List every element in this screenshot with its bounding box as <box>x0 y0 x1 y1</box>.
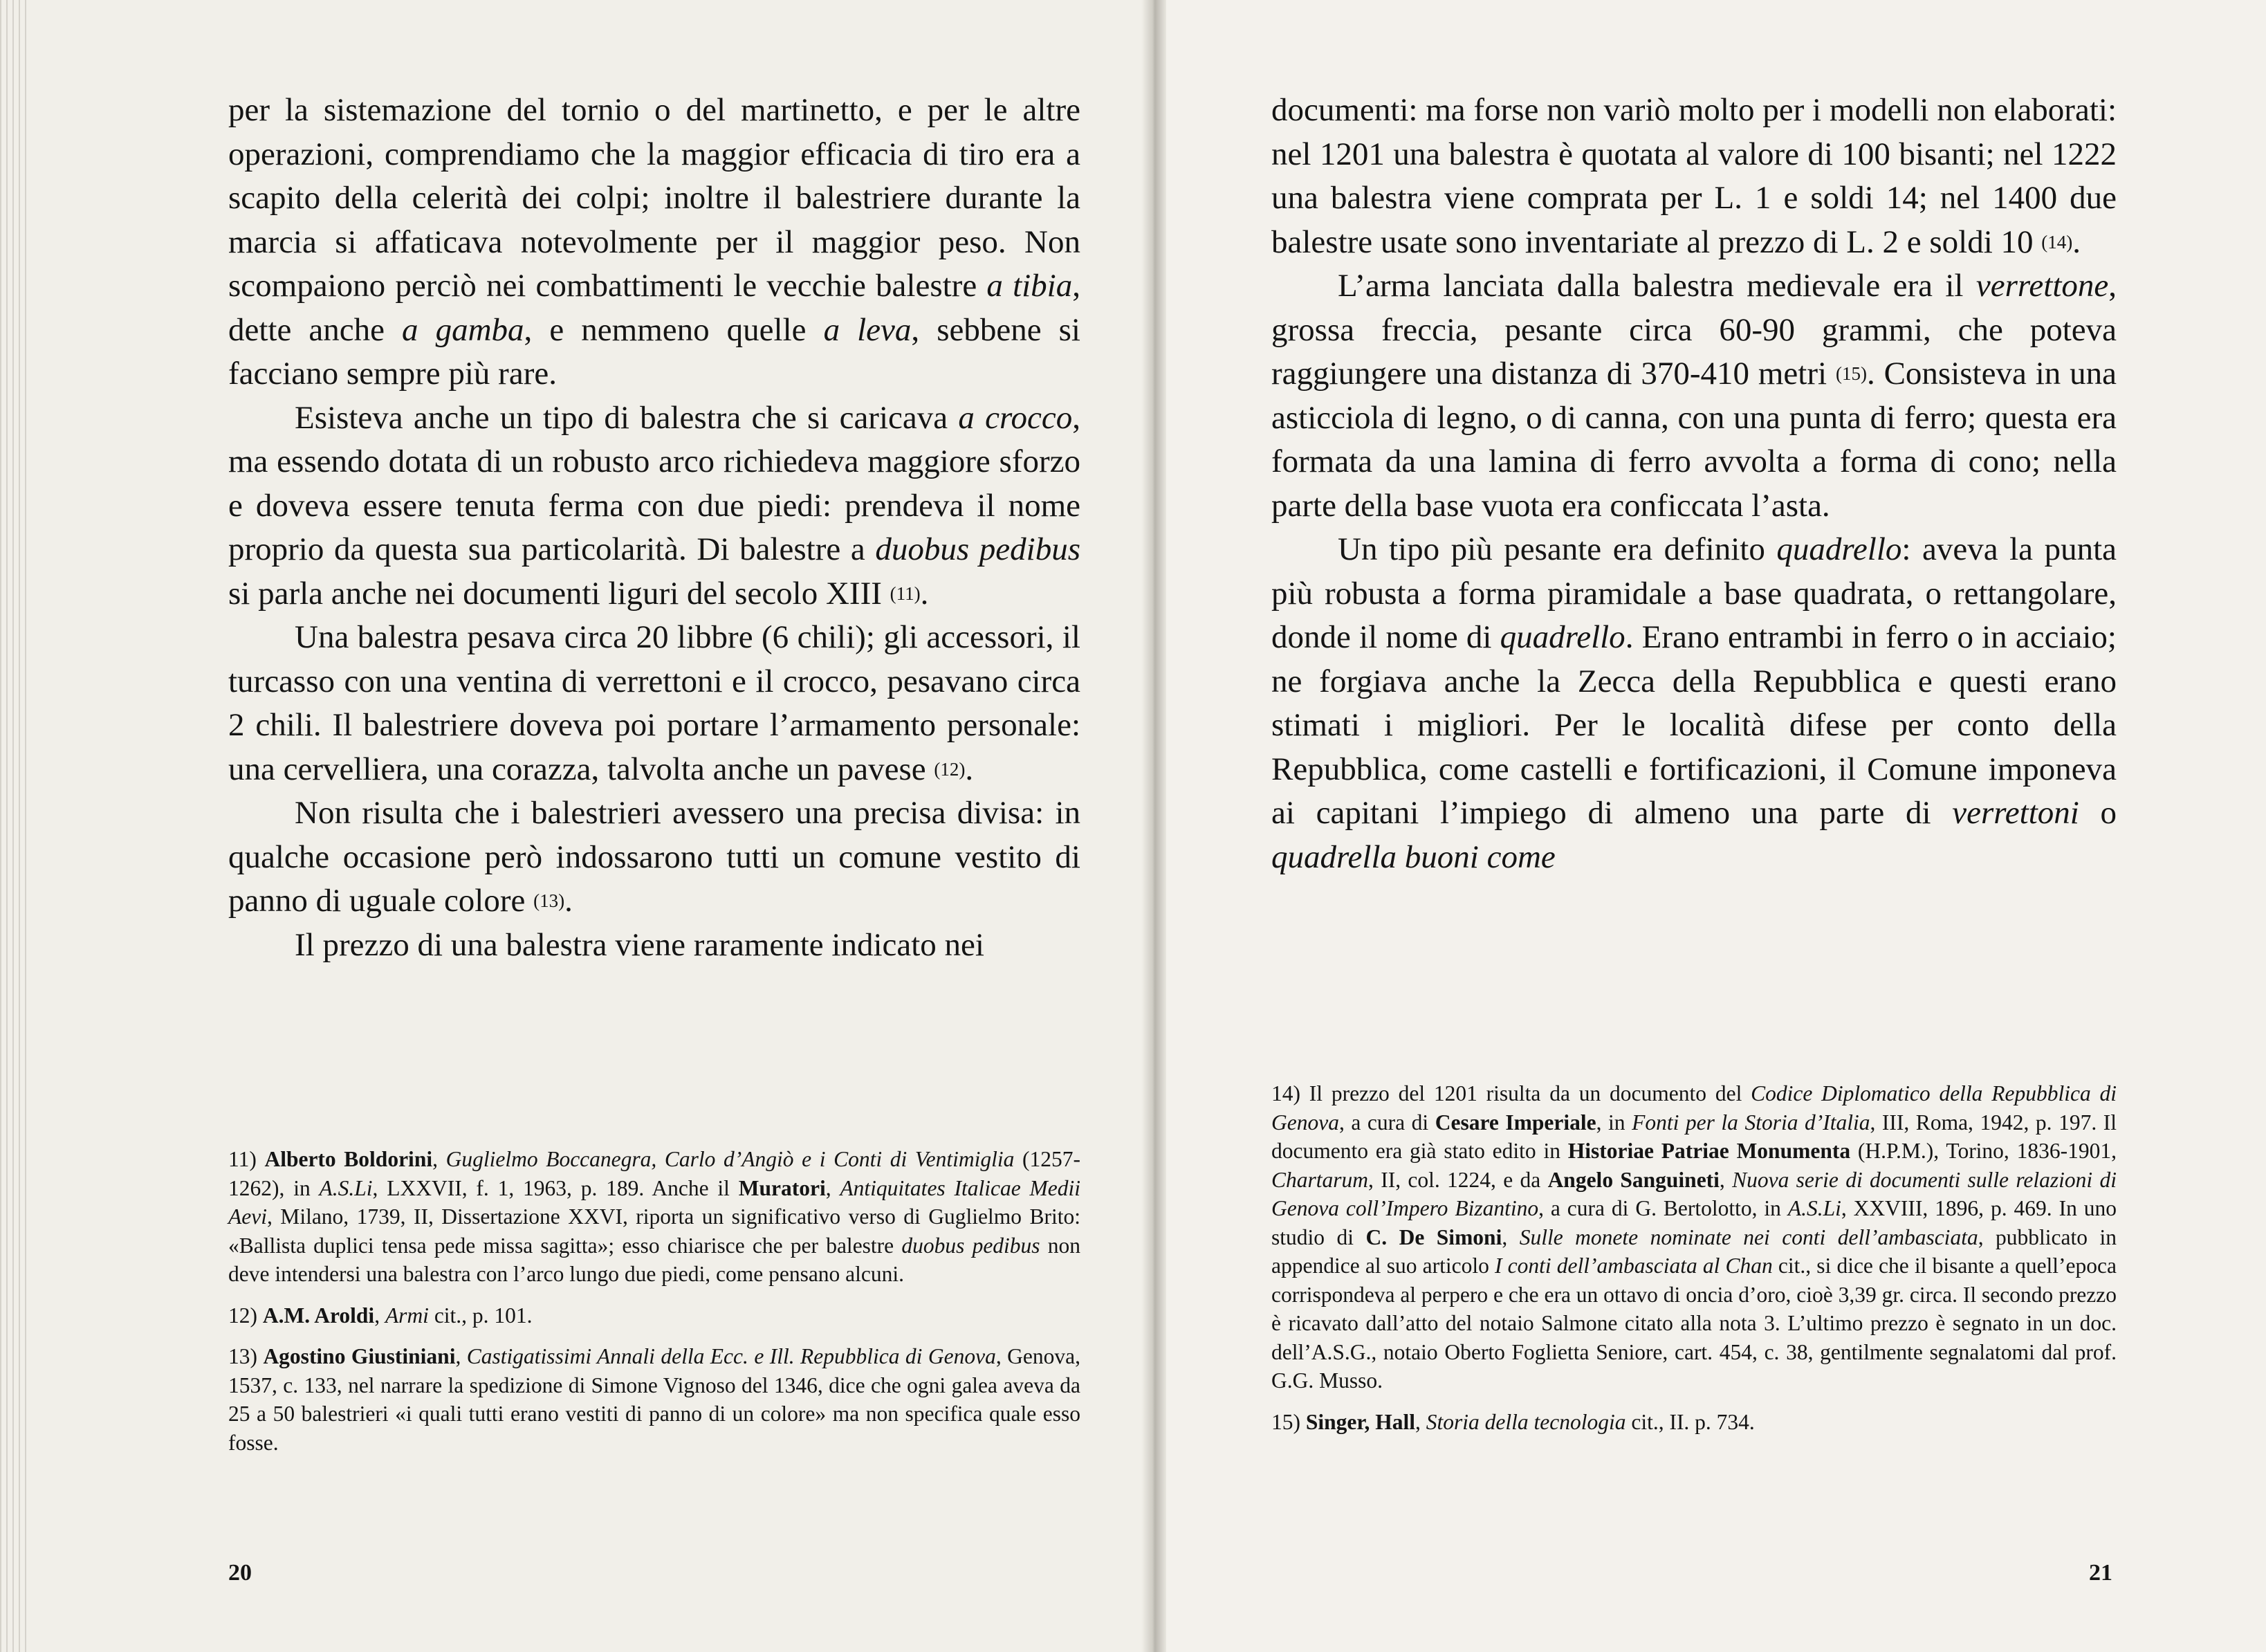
italic-text: Storia della tecnologia <box>1426 1409 1626 1434</box>
italic-text: Castigatissimi Annali della Ecc. e Ill. Repubblica di Genova <box>466 1344 996 1368</box>
italic-text: a leva <box>823 311 912 348</box>
text-run: , e nemmeno quelle <box>524 311 824 348</box>
text-run: , ma essendo dotata di un robusto arco richiedeva maggiore sforzo e doveva essere tenuta ferma con due piedi: prendeva il nome proprio da questa sua particolarità. Di balestre a <box>228 399 1080 567</box>
italic-text: I conti dell’ambasciata al Chan <box>1494 1254 1773 1278</box>
italic-text: duobus pedibus <box>901 1233 1040 1258</box>
bold-text: Historiae Patriae Monumenta <box>1567 1139 1851 1163</box>
bold-text: Alberto Boldorini <box>264 1147 433 1171</box>
text-run: , sebbene si facciano sempre più rare. <box>228 311 1080 392</box>
italic-text: duobus pedibus <box>875 531 1080 567</box>
text-run: , pubblicato in appendice al suo articolo <box>1271 1224 2117 1278</box>
text-run: cit., si dice che il bisante a quell’epoca corrispondeva al perpero e che era un ottavo di oncia d’oro, cioè 3,39 gr. circa. Il secondo prezzo è ricavato dall’atto del notaio Salmone citato alla nota 3. L’ultimo prezzo è segnato in un doc. dell’A.S.G., notaio Oberto Foglietta Seniore, cart. 454, c. 38, gentilmente segnalatomi dal prof. G.G. Musso. <box>1271 1254 2117 1393</box>
text-run: o <box>2079 795 2117 831</box>
text-run: L’arma lanciata dalla balestra medievale era il <box>1338 268 1976 304</box>
text-run: per la sistemazione del tornio o del martinetto, e per le altre operazioni, comprendiamo che la maggior efficacia di tiro era a scapito della celerità dei colpi; inoltre il balestriere durante la marcia si affaticava notevolmente per il maggior peso. Non scompaiono perciò nei combattimenti le vecchie balestre <box>228 92 1080 304</box>
bold-text: C. De Simoni <box>1365 1224 1502 1249</box>
text-run: . <box>965 751 974 787</box>
footnote-ref: (15) <box>1835 363 1867 384</box>
text-run: . Consisteva in una asticciola di legno, o di canna, con una punta di ferro; questa era formata da una lamina di ferro avvolta a forma di cono; nella parte della base vuota era conficcata l’asta. <box>1271 356 2117 524</box>
italic-text: a crocco <box>958 399 1073 436</box>
footnote-ref: (12) <box>934 758 966 780</box>
text-run: , <box>825 1175 840 1200</box>
text-run: , <box>1719 1167 1733 1192</box>
right-body-text <box>1271 89 2117 879</box>
italic-text: Antiquitates Italicae Medii Aevi <box>228 1175 1081 1229</box>
text-run: Un tipo più pesante era definito <box>1338 531 1777 567</box>
text-run: , grossa freccia, pesante circa 60-90 grammi, che poteva raggiungere una distanza di 370-410 metri <box>1271 268 2117 392</box>
text-run: , <box>374 1303 385 1328</box>
text-run: . <box>564 883 573 919</box>
italic-text: verrettone <box>1975 268 2109 304</box>
page-number-right: 21 <box>2089 1560 2112 1586</box>
footnote-ref: (13) <box>533 890 565 911</box>
book-gutter <box>1141 0 1166 1652</box>
text-run: . Erano entrambi in ferro o in acciaio; ne forgiava anche la Zecca della Repubblica e questi erano stimati i migliori. Per le località difese per conto della Repubblica, come castelli e fortificazioni, il Comune imponeva ai capitani l’impiego di almeno una parte di <box>1271 619 2117 831</box>
text-run: , LXXVII, f. 1, 1963, p. 189. Anche il <box>372 1175 739 1200</box>
italic-text: Nuova serie di documenti sulle relazioni di Genova coll’Impero Bizantino <box>1271 1167 2117 1220</box>
text-run: Esisteva anche un tipo di balestra che si caricava <box>295 399 959 436</box>
text-run: 14) Il prezzo del 1201 risulta da un documento del <box>1271 1081 1751 1105</box>
text-run: Non risulta che i balestrieri avessero una precisa divisa: in qualche occasione però indossarono tutti un comune vestito di panno di uguale colore <box>228 795 1080 919</box>
text-run: , <box>432 1147 446 1171</box>
text-run: Il prezzo di una balestra viene raramente indicato nei <box>295 926 984 963</box>
italic-text: Fonti per la Storia d’Italia <box>1632 1110 1870 1135</box>
bold-text: Singer, Hall <box>1305 1409 1415 1434</box>
body-paragraph <box>228 616 1080 791</box>
text-run: , Milano, 1739, II, Dissertazione XXVI, riporta un significativo verso di Guglielmo Brito: «Ballista duplici tensa pede missa sagitta»; esso chiarisce che per balestre <box>228 1204 1080 1258</box>
text-run: , <box>455 1344 467 1368</box>
body-paragraph <box>228 396 1080 616</box>
body-paragraph <box>1271 528 2117 879</box>
italic-text: Codice Diplomatico della Repubblica di Genova <box>1271 1081 2117 1135</box>
page-stack-edge <box>0 0 28 1652</box>
text-run: , Genova, 1537, c. 133, nel narrare la spedizione di Simone Vignoso del 1346, dice che ogni galea aveva da 25 a 50 balestrieri «i quali tutti erano vestiti di panno di un colore» ma non specifica quale esso fosse. <box>228 1344 1080 1455</box>
italic-text: quadrello <box>1776 531 1902 567</box>
footnote-ref: (14) <box>2041 231 2073 253</box>
page-number-left: 20 <box>228 1560 252 1586</box>
italic-text: verrettoni <box>1952 795 2079 831</box>
text-run: documenti: ma forse non variò molto per i modelli non elaborati: nel 1201 una balestra è quotata al valore di 100 bisanti; nel 1222 una balestra viene comprata per L. 1 e soldi 14; nel 1400 due balestre usate sono inventariate al prezzo di L. 2 e soldi 10 <box>1271 92 2117 260</box>
footnote <box>1271 1408 2117 1437</box>
text-run: 13) <box>228 1344 264 1368</box>
text-run: si parla anche nei documenti liguri del secolo XIII <box>228 575 890 612</box>
text-run: cit., p. 101. <box>428 1303 533 1328</box>
footnote <box>228 1342 1080 1457</box>
footnote <box>1271 1079 2117 1395</box>
text-run: , III, Roma, 1942, p. 197. Il documento era già stato edito in <box>1271 1110 2117 1163</box>
italic-text: quadrello <box>1500 619 1625 655</box>
body-paragraph <box>228 924 1080 968</box>
footnote-ref: (11) <box>890 582 921 604</box>
italic-text: Armi <box>385 1303 429 1328</box>
left-body-text <box>228 89 1080 967</box>
body-paragraph <box>228 89 1080 396</box>
text-run: . <box>2072 223 2081 260</box>
italic-text: A.S.Li <box>1787 1196 1841 1220</box>
bold-text: Agostino Giustiniani <box>263 1344 456 1368</box>
text-run: , a cura di G. Bertolotto, in <box>1538 1196 1788 1220</box>
body-paragraph <box>1271 89 2117 264</box>
footnote <box>228 1145 1080 1289</box>
text-run: , <box>1415 1409 1426 1434</box>
italic-text: a tibia <box>986 268 1073 304</box>
italic-text: Chartarum <box>1271 1167 1369 1192</box>
text-run: 11) <box>228 1147 265 1171</box>
text-run: , XXVIII, 1896, p. 469. In uno studio di <box>1271 1196 2117 1249</box>
text-run: 12) <box>228 1303 263 1328</box>
right-footnotes <box>1271 1079 2117 1449</box>
text-run: Una balestra pesava circa 20 libbre (6 chili); gli accessori, il turcasso con una ventina di verrettoni e il crocco, pesavano circa 2 chili. Il balestriere doveva poi portare l’armamento personale: una cervelliera, una corazza, talvolta anche un pavese <box>228 619 1080 787</box>
text-run: . <box>920 575 929 612</box>
italic-text: A.S.Li <box>319 1175 373 1200</box>
body-paragraph <box>228 791 1080 924</box>
text-run: , II, col. 1224, e da <box>1368 1167 1548 1192</box>
italic-text: a gamba <box>402 311 524 348</box>
text-run: (H.P.M.), Torino, 1836-1901, <box>1850 1139 2117 1163</box>
bold-text: Muratori <box>738 1175 826 1200</box>
italic-text: Guglielmo Boccanegra, Carlo d’Angiò e i Conti di Ventimiglia <box>445 1147 1015 1171</box>
left-footnotes <box>228 1145 1080 1469</box>
right-page <box>1154 0 2266 1652</box>
text-run: 15) <box>1271 1409 1306 1434</box>
text-run: , dette anche <box>228 268 1080 348</box>
text-run: : aveva la punta più robusta a forma piramidale a base quadrata, o rettangolare, donde il nome di <box>1271 531 2117 655</box>
bold-text: Angelo Sanguineti <box>1547 1167 1720 1192</box>
body-paragraph <box>1271 264 2117 528</box>
text-run: , in <box>1596 1110 1632 1135</box>
italic-text: quadrella buoni come <box>1271 838 1556 875</box>
bold-text: Cesare Imperiale <box>1435 1110 1596 1135</box>
italic-text: Sulle monete nominate nei conti dell’ambasciata <box>1519 1224 1978 1249</box>
text-run: (1257-1262), in <box>228 1147 1080 1200</box>
text-run: , <box>1502 1224 1520 1249</box>
text-run: non deve intendersi una balestra con l’arco lungo due piedi, come pensano alcuni. <box>228 1233 1081 1286</box>
bold-text: A.M. Aroldi <box>262 1303 375 1328</box>
footnote <box>228 1301 1080 1330</box>
text-run: cit., II. p. 734. <box>1625 1409 1755 1434</box>
text-run: , a cura di <box>1338 1110 1435 1135</box>
